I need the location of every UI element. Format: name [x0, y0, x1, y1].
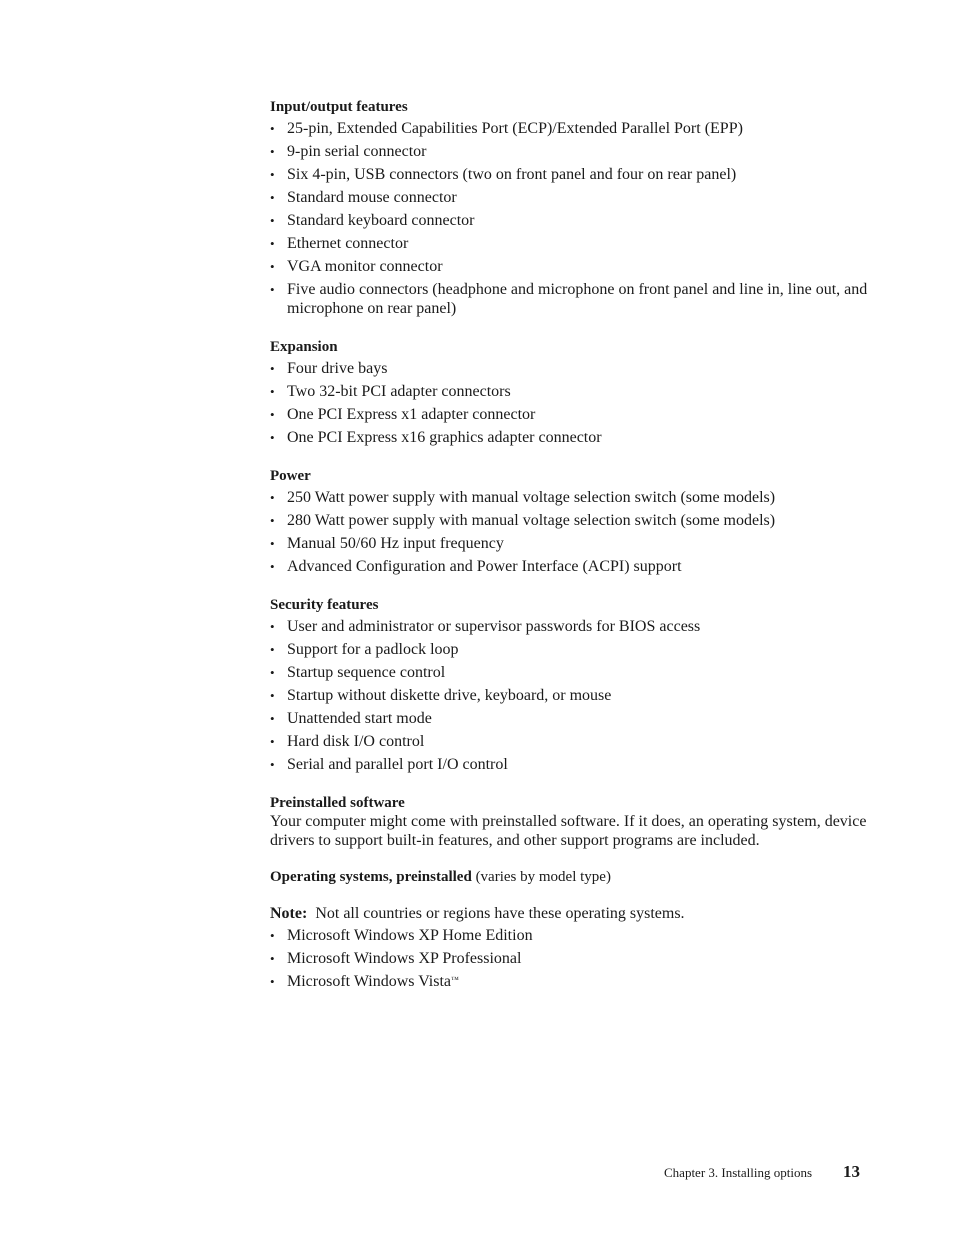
list-item: • 25-pin, Extended Capabilities Port (ECP)/Extended Parallel Port (EPP) [270, 117, 870, 140]
section-security [270, 595, 870, 776]
section-title [270, 867, 870, 887]
note-text: Not all countries or regions have these operating systems. [307, 905, 685, 922]
list-item: • 280 Watt power supply with manual voltage selection switch (some models) [270, 509, 870, 532]
bullet-list [270, 924, 870, 993]
list-item: • Two 32-bit PCI adapter connectors [270, 380, 870, 403]
bullet-list [270, 117, 870, 320]
list-item: • Six 4-pin, USB connectors (two on front panel and four on rear panel) [270, 163, 870, 186]
note-label: Note: [270, 905, 308, 922]
section-expansion [270, 337, 870, 449]
section-title: Security features [270, 597, 379, 613]
list-item: • One PCI Express x16 graphics adapter connector [270, 426, 870, 449]
section-note [270, 904, 870, 993]
list-item: • 9-pin serial connector [270, 140, 870, 163]
list-item: • VGA monitor connector [270, 255, 870, 278]
footer-chapter-title: Chapter 3. Installing options [664, 1165, 813, 1180]
page-number: 13 [843, 1162, 860, 1181]
list-item: • Manual 50/60 Hz input frequency [270, 532, 870, 555]
list-item: • Unattended start mode [270, 707, 870, 730]
list-item: • Microsoft Windows XP Professional [270, 947, 870, 970]
list-item: • Ethernet connector [270, 232, 870, 255]
section-power [270, 466, 870, 578]
list-item: • Advanced Configuration and Power Interface (ACPI) support [270, 555, 870, 578]
trademark-symbol: ™ [451, 975, 459, 984]
list-item: • Startup without diskette drive, keyboard, or mouse [270, 684, 870, 707]
list-item: • Standard keyboard connector [270, 209, 870, 232]
os-title-suffix: (varies by model type) [471, 869, 611, 885]
list-item: • Support for a padlock loop [270, 638, 870, 661]
list-item: • Serial and parallel port I/O control [270, 753, 870, 776]
list-item: • Four drive bays [270, 357, 870, 380]
list-item: • Five audio connectors (headphone and microphone on front panel and line in, line out, and microphone on rear panel) [270, 278, 870, 320]
list-item: • Hard disk I/O control [270, 730, 870, 753]
list-item [270, 970, 870, 993]
os-title: Operating systems, preinstalled [270, 869, 472, 885]
list-item: • User and administrator or supervisor passwords for BIOS access [270, 615, 870, 638]
list-item: • Microsoft Windows XP Home Edition [270, 924, 870, 947]
section-operating-systems [270, 867, 870, 887]
body-paragraph: Your computer might come with preinstalled software. If it does, an operating system, device drivers to support built-in features, and other support programs are included. [270, 813, 867, 849]
section-preinstalled-software [270, 793, 870, 850]
section-title: Input/output features [270, 99, 408, 115]
list-item-text: Microsoft Windows Vista [287, 973, 452, 990]
list-item: • Startup sequence control [270, 661, 870, 684]
note [270, 904, 870, 924]
bullet-list [270, 615, 870, 776]
section-title: Power [270, 468, 311, 484]
page-content [270, 97, 870, 993]
bullet-list [270, 357, 870, 449]
list-item: • Standard mouse connector [270, 186, 870, 209]
section-input-output [270, 97, 870, 320]
list-item: • One PCI Express x1 adapter connector [270, 403, 870, 426]
section-title: Expansion [270, 339, 338, 355]
page-footer [664, 1162, 860, 1184]
section-title: Preinstalled software [270, 795, 405, 811]
list-item: • 250 Watt power supply with manual voltage selection switch (some models) [270, 486, 870, 509]
bullet-list [270, 486, 870, 578]
